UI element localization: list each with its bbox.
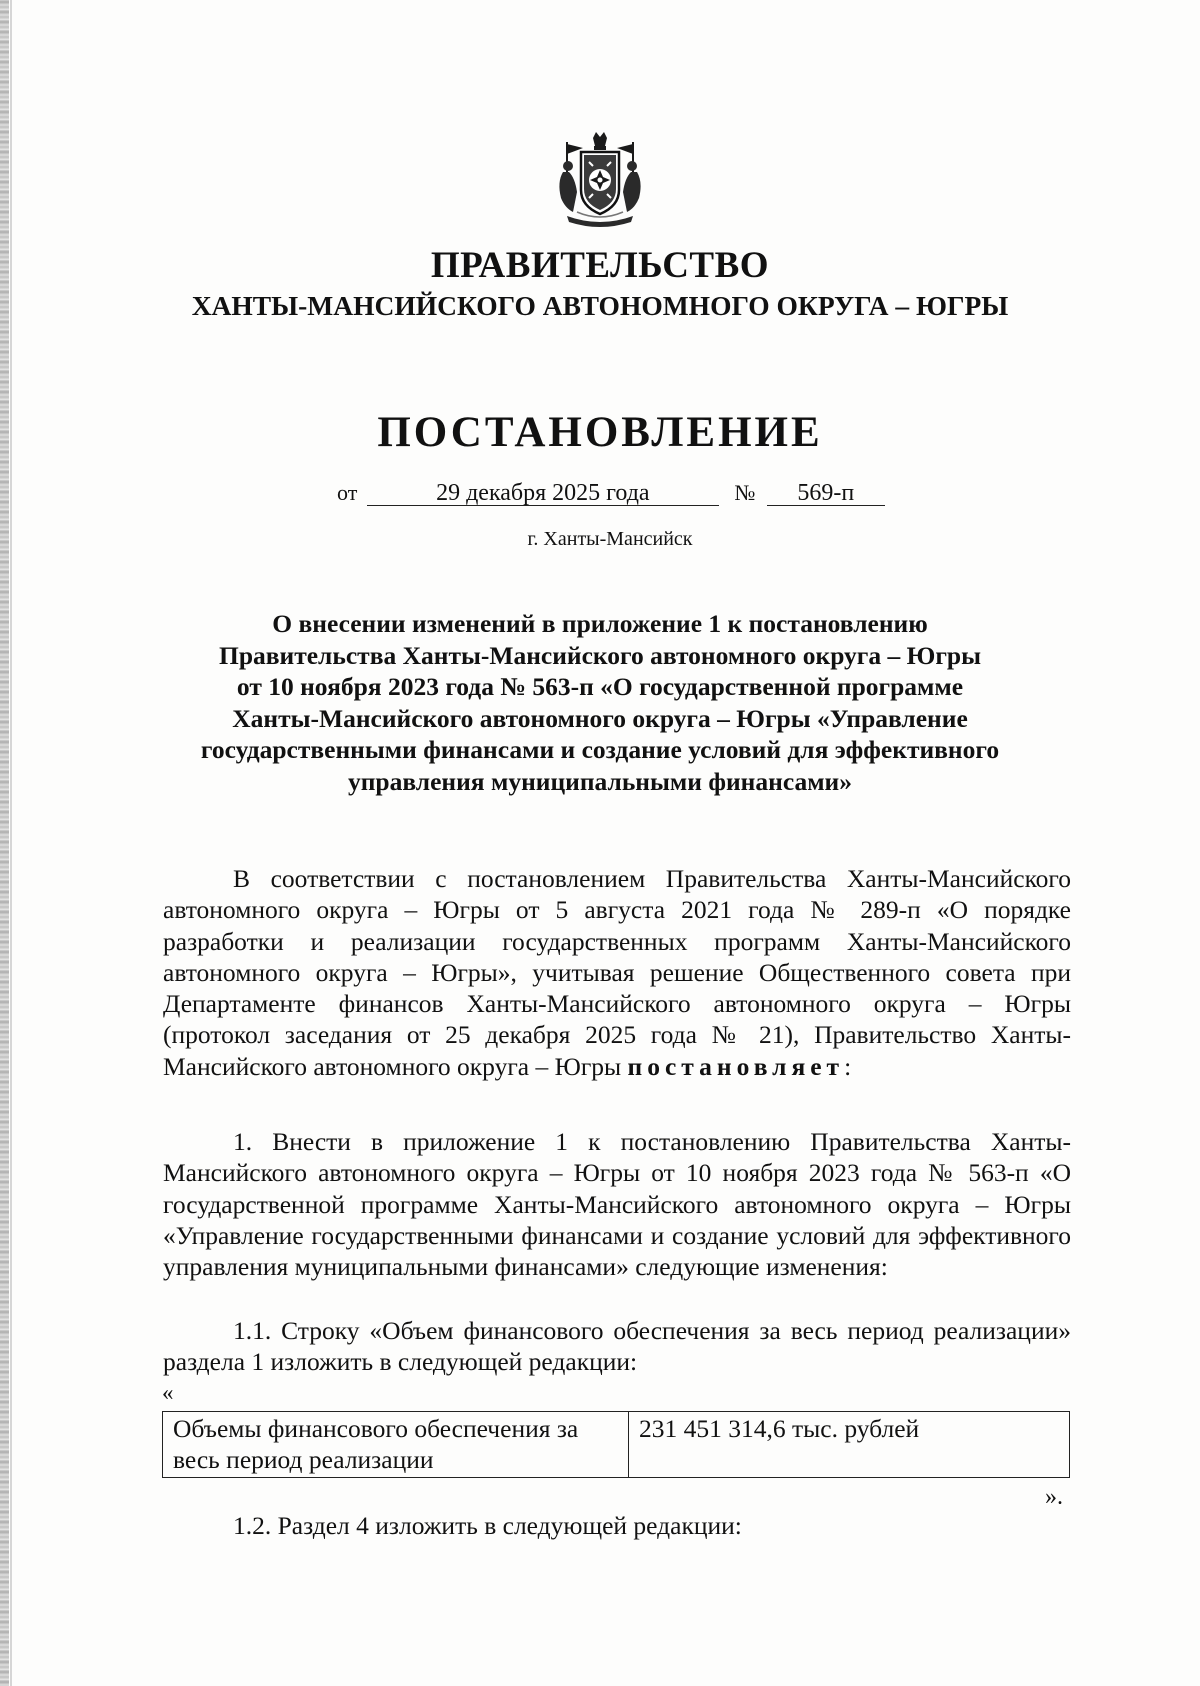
financing-label-cell: Объемы финансового обеспечения за весь период реализации [163,1412,629,1478]
subject-line: Правительства Ханты-Мансийского автономного округа – Югры [218,640,981,670]
item-1-paragraph [163,1126,1071,1282]
number-label: № [734,480,756,505]
region-title: ХАНТЫ-МАНСИЙСКОГО АВТОНОМНОГО ОКРУГА – ЮГРЫ [191,290,1009,321]
document-date: 29 декабря 2025 года [367,481,719,506]
preamble-paragraph [163,863,1071,1082]
item-1-1-text: 1.1. Строку «Объем финансового обеспечения за весь период реализации» раздела 1 изложить в следующей редакции: [163,1316,1071,1377]
document-subject [150,608,1050,798]
quote-open: « [162,1380,174,1405]
city-label: г. Ханты-Мансийск [527,528,693,550]
subject-line: Ханты-Мансийского автономного округа – Югры «Управление [232,703,968,733]
document-type-title: ПОСТАНОВЛЕНИЕ [377,409,823,456]
item-1-1-paragraph [163,1315,1071,1378]
table-row [163,1412,1070,1478]
financing-table [162,1411,1070,1478]
financing-value-cell: 231 451 314,6 тыс. рублей [629,1412,1070,1478]
item-1-text: 1. Внести в приложение 1 к постановлению Правительства Ханты-Мансийского автономного округа – Югры от 10 ноября 2023 года № 563-п «О государственной программе Ханты-Мансийского автономного округа – Югры «Управление государственными финансами и создание условий для эффективного управления муниципальными финансами» следующие изменения: [163,1127,1071,1282]
item-1-2-text: 1.2. Раздел 4 изложить в следующей редакции: [233,1511,742,1540]
subject-line: государственными финансами и создание условий для эффективного [200,735,1000,765]
date-number-line [337,480,885,506]
from-label: от [337,480,358,505]
government-title: ПРАВИТЕЛЬСТВО [430,245,770,286]
subject-line: управления муниципальными финансами» [347,766,853,796]
subject-line: от 10 ноября 2023 года № 563-п «О государственной программе [236,672,964,702]
coat-of-arms-emblem [553,132,647,230]
quote-close: ». [1045,1484,1063,1510]
document-number: 569-п [767,481,885,506]
decree-word: постановляет [627,1051,845,1081]
preamble-text: В соответствии с постановлением Правительства Ханты-Мансийского автономного округа – Югры от 5 августа 2021 года № 289-п «О порядке разработки и реализации государственных программ Ханты-Мансийского автономного округа – Югры», учитывая решение Общественного совета при Департаменте финансов Ханты-Мансийского автономного округа – Югры (протокол заседания от 25 декабря 2025 года № 21), Правительство Ханты-Мансийского автономного округа – Югры [163,864,1071,1081]
decree-colon: : [844,1051,852,1081]
subject-line: О внесении изменений в приложение 1 к постановлению [272,609,928,638]
